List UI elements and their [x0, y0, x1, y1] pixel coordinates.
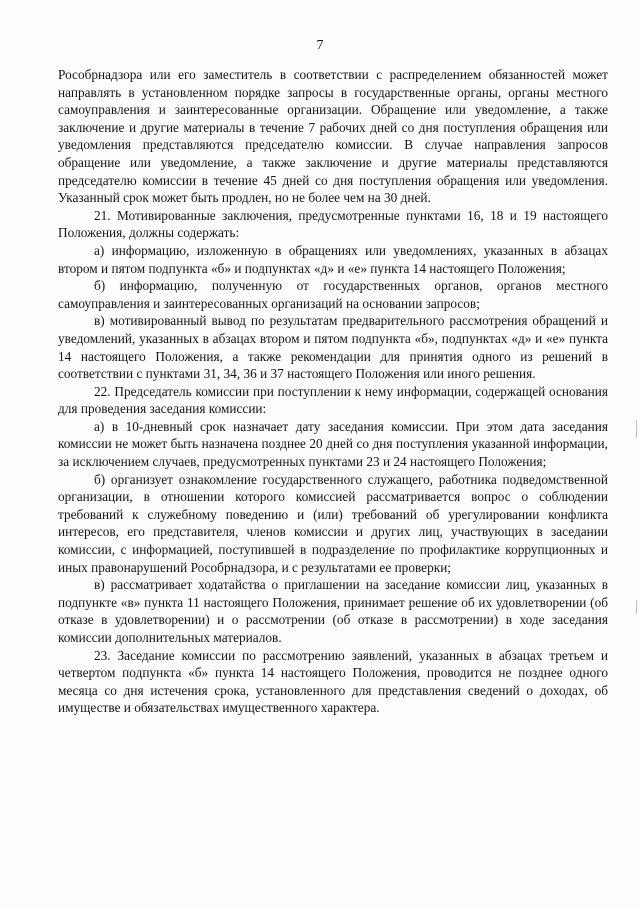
paragraph-21-v: в) мотивированный вывод по результатам предварительного рассмотрения обращений и уведомлений, указанных в абзацах втором и пятом подпункта «б», подпунктах «д» и «е» пункта 14 настоящего Положения, а также рекомендации для принятия одного из решений в соответствии с пунктами 31, 34, 36 и 37 настоящего Положения или иного решения.: [58, 313, 608, 382]
document-body: [58, 66, 608, 717]
paragraph-20-continuation: Рособрнадзора или его заместитель в соответствии с распределением обязанностей может направлять в установленном порядке запросы в государственные органы, органы местного самоуправления и заинтересованные организации. Обращение или уведомление, а также заключение и другие материалы в течение 7 рабочих дней со дня поступления обращения или уведомления представляются председателю комиссии. В случае направления запросов обращение или уведомление, а также заключение и другие материалы представляются председателю комиссии в течение 45 дней со дня поступления обращения или уведомления. Указанный срок может быть продлен, но не более чем на 30 дней.: [58, 67, 608, 206]
paragraph-21: 21. Мотивированные заключения, предусмотренные пунктами 16, 18 и 19 настоящего Положения, должны содержать:: [58, 207, 608, 241]
paragraph-21-a: а) информацию, изложенную в обращениях или уведомлениях, указанных в абзацах втором и пятом подпункта «б» и подпунктах «д» и «е» пункта 14 настоящего Положения;: [58, 242, 608, 276]
scan-edge-mark: [636, 420, 637, 438]
paragraph-22: 22. Председатель комиссии при поступлении к нему информации, содержащей основания для проведения заседания комиссии:: [58, 383, 608, 417]
paragraph-22-a: а) в 10-дневный срок назначает дату заседания комиссии. При этом дата заседания комиссии не может быть назначена позднее 20 дней со дня поступления указанной информации, за исключением случаев, предусмотренных пунктами 23 и 24 настоящего Положения;: [58, 418, 608, 470]
scan-edge-mark: [636, 600, 637, 614]
page-number: 7: [316, 38, 324, 53]
paragraph-23: 23. Заседание комиссии по рассмотрению заявлений, указанных в абзацах третьем и четвертом подпункта «б» пункта 14 настоящего Положения, проводится не позднее одного месяца со дня истечения срока, установленного для представления сведений о доходах, об имуществе и обязательствах имущественного характера.: [58, 647, 608, 716]
paragraph-21-b: б) информацию, полученную от государственных органов, органов местного самоуправления и заинтересованных организаций на основании запросов;: [58, 278, 608, 311]
paragraph-22-b: б) организует ознакомление государственного служащего, работника подведомственной организации, в отношении которого комиссией рассматривается вопрос о соблюдении требований к служебному поведению и (или) требований об урегулировании конфликта интересов, его представителя, членов комиссии и других лиц, участвующих в заседании комиссии, с информацией, поступившей в подразделение по профилактике коррупционных и иных правонарушений Рособрнадзора, и с результатами ее проверки;: [58, 471, 608, 575]
paragraph-22-v: в) рассматривает ходатайства о приглашении на заседание комиссии лиц, указанных в подпункте «в» пункта 11 настоящего Положения, принимает решение об их удовлетворении (об отказе в удовлетворении) и о рассмотрении (об отказе в рассмотрении) в ходе заседания комиссии дополнительных материалов.: [58, 577, 608, 645]
